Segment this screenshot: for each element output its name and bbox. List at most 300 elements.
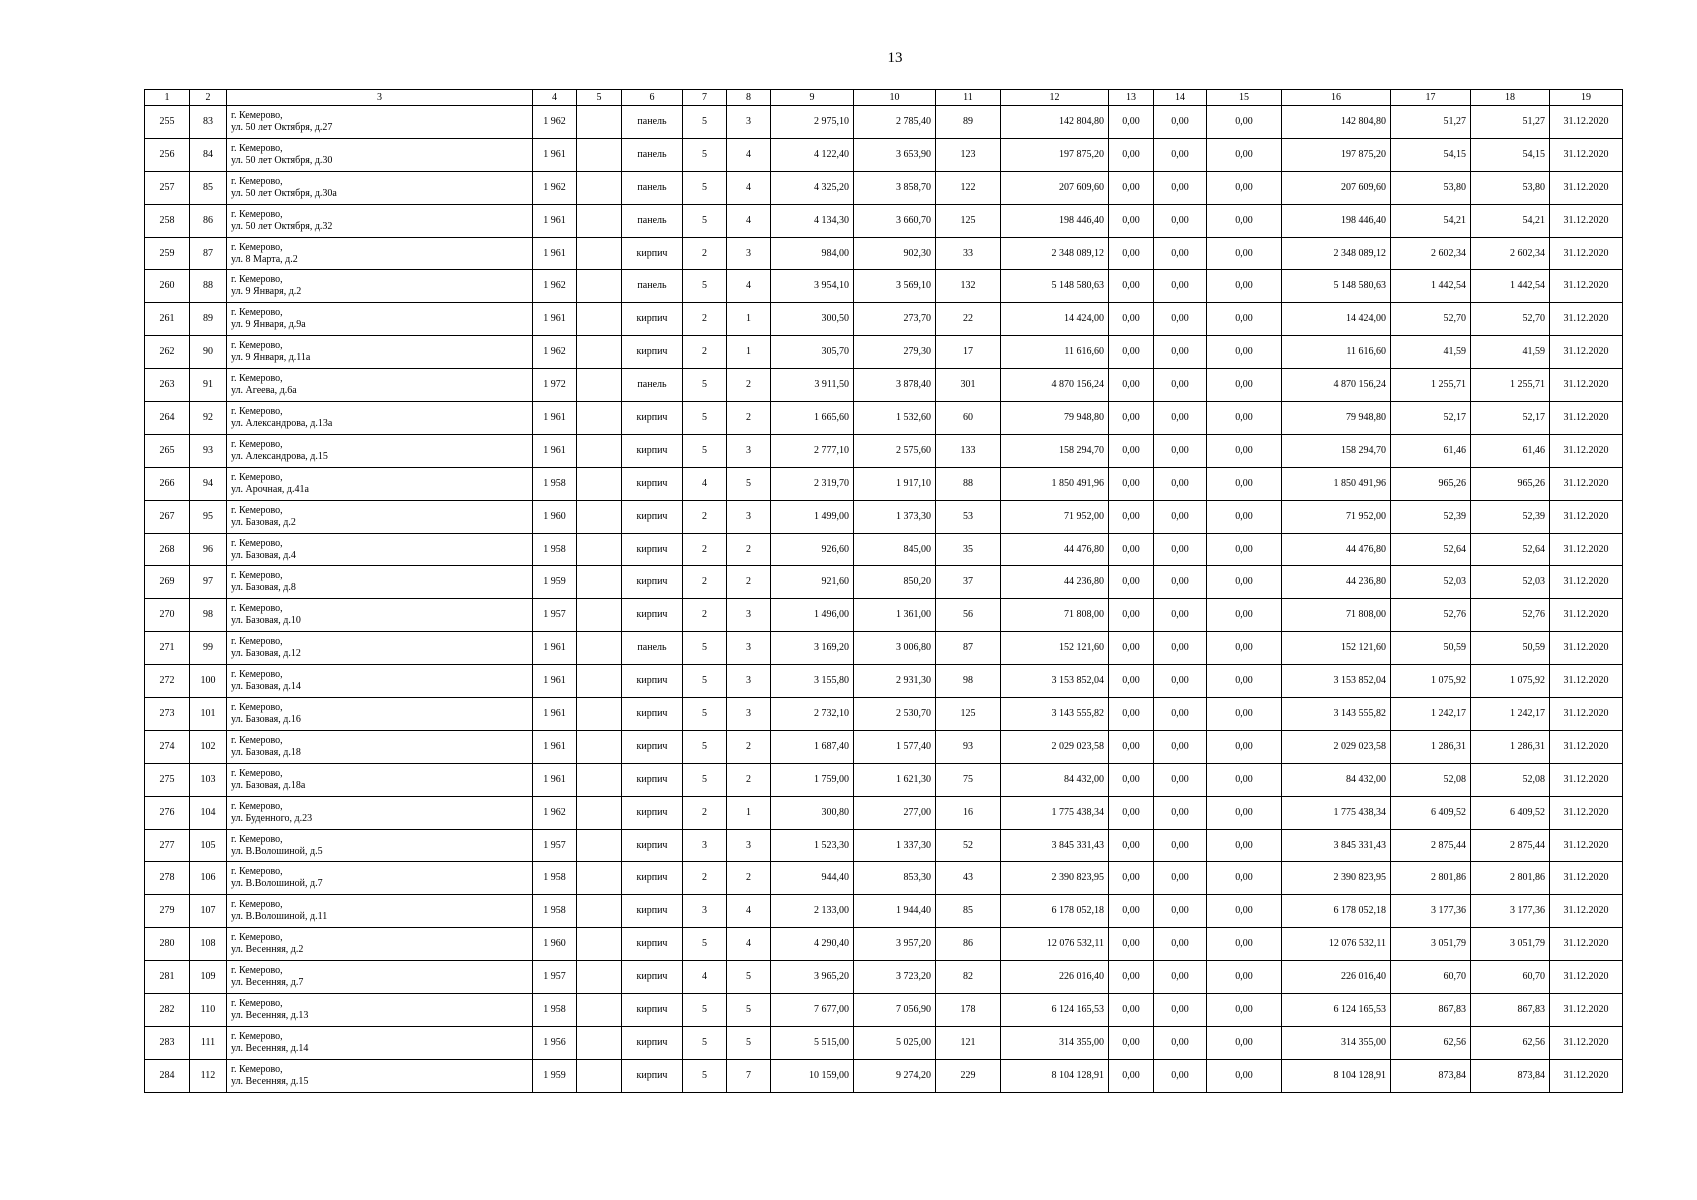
table-cell: 0,00 [1207, 599, 1282, 632]
table-cell: 1 961 [533, 632, 577, 665]
table-cell: 3 [727, 665, 771, 698]
table-header [145, 90, 1623, 106]
table-cell: 52,64 [1391, 533, 1471, 566]
table-cell: 0,00 [1207, 829, 1282, 862]
address-street: ул. Базовая, д.4 [231, 549, 296, 561]
table-cell: 3 [683, 829, 727, 862]
table-cell: 0,00 [1207, 961, 1282, 994]
table-cell: 31.12.2020 [1550, 796, 1623, 829]
table-cell: 873,84 [1471, 1059, 1550, 1092]
table-cell: 158 294,70 [1282, 434, 1391, 467]
address-cell [227, 467, 533, 500]
table-body [145, 106, 1623, 1093]
table-cell: 61,46 [1391, 434, 1471, 467]
table-cell: 1 956 [533, 1026, 577, 1059]
table-cell: 123 [936, 138, 1001, 171]
table-cell: 0,00 [1154, 730, 1207, 763]
table-cell: 0,00 [1207, 204, 1282, 237]
table-cell: 0,00 [1154, 862, 1207, 895]
table-cell: кирпич [622, 303, 683, 336]
table-cell: 1 [727, 336, 771, 369]
table-cell: 4 134,30 [771, 204, 854, 237]
address-city: г. Кемерово, [231, 340, 283, 352]
table-cell: 2 875,44 [1391, 829, 1471, 862]
table-cell: 89 [936, 106, 1001, 139]
table-cell: 1 962 [533, 270, 577, 303]
table-cell: 258 [145, 204, 190, 237]
table-cell: 0,00 [1109, 698, 1154, 731]
table-cell: 1 961 [533, 237, 577, 270]
table-cell: 84 432,00 [1282, 763, 1391, 796]
table-cell: 2 [727, 862, 771, 895]
table-cell: 267 [145, 500, 190, 533]
table-cell: 0,00 [1207, 928, 1282, 961]
table-cell: 0,00 [1109, 665, 1154, 698]
table-cell: 31.12.2020 [1550, 138, 1623, 171]
table-cell: 0,00 [1207, 1059, 1282, 1092]
table-cell [577, 763, 622, 796]
table-cell: 3 [727, 829, 771, 862]
table-cell: 6 409,52 [1391, 796, 1471, 829]
address-street: ул. В.Волошиной, д.11 [231, 911, 328, 923]
address-city: г. Кемерово, [231, 405, 283, 417]
address-cell [227, 961, 533, 994]
table-cell: 3 660,70 [854, 204, 936, 237]
table-row [145, 467, 1623, 500]
table-cell: 5 [683, 270, 727, 303]
table-cell: 260 [145, 270, 190, 303]
table-cell: 50,59 [1391, 632, 1471, 665]
column-header-17: 17 [1391, 90, 1471, 106]
table-cell: 0,00 [1154, 665, 1207, 698]
table-cell: 1 959 [533, 566, 577, 599]
table-cell: 1 532,60 [854, 402, 936, 435]
table-cell: панель [622, 106, 683, 139]
table-cell: 50,59 [1471, 632, 1550, 665]
address-city: г. Кемерово, [231, 208, 283, 220]
table-cell: 105 [190, 829, 227, 862]
address-city: г. Кемерово, [231, 997, 283, 1009]
table-cell: 1 075,92 [1391, 665, 1471, 698]
table-row [145, 402, 1623, 435]
table-cell: 262 [145, 336, 190, 369]
table-cell: кирпич [622, 599, 683, 632]
table-cell [577, 862, 622, 895]
table-cell: 1 961 [533, 763, 577, 796]
table-cell: 1 242,17 [1391, 698, 1471, 731]
table-cell: 0,00 [1109, 599, 1154, 632]
address-street: ул. Буденного, д.23 [231, 812, 313, 824]
table-cell: 0,00 [1154, 434, 1207, 467]
table-cell: 41,59 [1471, 336, 1550, 369]
table-cell: 3 153 852,04 [1282, 665, 1391, 698]
address-city: г. Кемерово, [231, 373, 283, 385]
address-cell [227, 1059, 533, 1092]
address-cell [227, 599, 533, 632]
table-cell: 282 [145, 994, 190, 1027]
table-cell: 31.12.2020 [1550, 467, 1623, 500]
table-cell: 44 236,80 [1282, 566, 1391, 599]
address-city: г. Кемерово, [231, 142, 283, 154]
table-cell: 263 [145, 369, 190, 402]
table-cell: 0,00 [1109, 994, 1154, 1027]
table-cell: 2 348 089,12 [1001, 237, 1109, 270]
table-cell: 845,00 [854, 533, 936, 566]
table-row [145, 994, 1623, 1027]
address-cell [227, 566, 533, 599]
address-city: г. Кемерово, [231, 833, 283, 845]
table-cell: 4 [727, 928, 771, 961]
table-cell: 2 390 823,95 [1001, 862, 1109, 895]
table-cell: 1 286,31 [1471, 730, 1550, 763]
table-cell [577, 928, 622, 961]
table-row [145, 500, 1623, 533]
column-header-16: 16 [1282, 90, 1391, 106]
table-cell: 52,76 [1471, 599, 1550, 632]
table-cell: 5 [727, 467, 771, 500]
table-cell: 269 [145, 566, 190, 599]
table-row [145, 336, 1623, 369]
table-cell: 0,00 [1154, 961, 1207, 994]
table-cell: 14 424,00 [1001, 303, 1109, 336]
table-cell: 2 801,86 [1391, 862, 1471, 895]
table-cell: 270 [145, 599, 190, 632]
column-header-18: 18 [1471, 90, 1550, 106]
table-cell: 1 [727, 303, 771, 336]
column-header-6: 6 [622, 90, 683, 106]
table-cell: 0,00 [1154, 796, 1207, 829]
address-city: г. Кемерово, [231, 800, 283, 812]
column-header-5: 5 [577, 90, 622, 106]
table-cell: 0,00 [1207, 796, 1282, 829]
table-cell: 92 [190, 402, 227, 435]
table-row [145, 106, 1623, 139]
table-cell: 4 870 156,24 [1282, 369, 1391, 402]
table-cell: 104 [190, 796, 227, 829]
table-cell: 1 957 [533, 599, 577, 632]
table-cell: 91 [190, 369, 227, 402]
table-cell: 1 496,00 [771, 599, 854, 632]
address-city: г. Кемерово, [231, 1063, 283, 1075]
table-cell: 31.12.2020 [1550, 862, 1623, 895]
housing-registry-table [144, 89, 1623, 1093]
table-cell: 229 [936, 1059, 1001, 1092]
table-cell: 84 [190, 138, 227, 171]
header-row [145, 90, 1623, 106]
table-cell: 31.12.2020 [1550, 665, 1623, 698]
table-cell: 71 808,00 [1282, 599, 1391, 632]
table-row [145, 698, 1623, 731]
table-cell: 52,08 [1471, 763, 1550, 796]
table-cell: 2 [683, 599, 727, 632]
table-cell: 94 [190, 467, 227, 500]
table-row [145, 665, 1623, 698]
table-cell: 2 [683, 500, 727, 533]
table-cell: 3 [683, 895, 727, 928]
table-cell: 1 255,71 [1471, 369, 1550, 402]
table-cell: 0,00 [1207, 566, 1282, 599]
table-cell: 125 [936, 698, 1001, 731]
table-cell: 5 [683, 138, 727, 171]
address-street: ул. Весенняя, д.13 [231, 1009, 309, 1021]
table-cell: 3 155,80 [771, 665, 854, 698]
table-cell: 301 [936, 369, 1001, 402]
table-cell: 226 016,40 [1001, 961, 1109, 994]
table-cell: 0,00 [1154, 928, 1207, 961]
table-cell: 106 [190, 862, 227, 895]
table-cell: 44 476,80 [1282, 533, 1391, 566]
table-cell: 0,00 [1109, 895, 1154, 928]
table-cell: 314 355,00 [1282, 1026, 1391, 1059]
table-cell: панель [622, 138, 683, 171]
table-cell: 11 616,60 [1001, 336, 1109, 369]
table-cell: 10 159,00 [771, 1059, 854, 1092]
table-cell: 84 432,00 [1001, 763, 1109, 796]
table-cell: 277 [145, 829, 190, 862]
table-cell: 158 294,70 [1001, 434, 1109, 467]
column-header-11: 11 [936, 90, 1001, 106]
table-cell [577, 994, 622, 1027]
table-cell: 152 121,60 [1001, 632, 1109, 665]
table-cell: 31.12.2020 [1550, 533, 1623, 566]
table-cell: 9 274,20 [854, 1059, 936, 1092]
table-cell: 0,00 [1154, 533, 1207, 566]
table-cell: 1 944,40 [854, 895, 936, 928]
table-cell: 965,26 [1391, 467, 1471, 500]
table-cell: 853,30 [854, 862, 936, 895]
address-street: ул. Базовая, д.18а [231, 779, 306, 791]
table-cell: 0,00 [1207, 402, 1282, 435]
table-cell: 314 355,00 [1001, 1026, 1109, 1059]
table-row [145, 303, 1623, 336]
table-cell: 8 104 128,91 [1282, 1059, 1391, 1092]
table-cell: 3 169,20 [771, 632, 854, 665]
table-cell: кирпич [622, 500, 683, 533]
table-cell: 256 [145, 138, 190, 171]
table-cell: 52,08 [1391, 763, 1471, 796]
table-cell: 31.12.2020 [1550, 895, 1623, 928]
address-city: г. Кемерово, [231, 274, 283, 286]
table-cell: 0,00 [1207, 171, 1282, 204]
table-cell: кирпич [622, 961, 683, 994]
table-cell: кирпич [622, 566, 683, 599]
table-cell: 53,80 [1391, 171, 1471, 204]
table-cell: 60 [936, 402, 1001, 435]
table-cell: 107 [190, 895, 227, 928]
address-city: г. Кемерово, [231, 603, 283, 615]
table-cell: 86 [190, 204, 227, 237]
table-cell: 1 242,17 [1471, 698, 1550, 731]
table-cell: 54,21 [1391, 204, 1471, 237]
table-cell [577, 829, 622, 862]
table-cell: 112 [190, 1059, 227, 1092]
table-cell: 31.12.2020 [1550, 928, 1623, 961]
table-cell: 5 [727, 994, 771, 1027]
table-cell: 2 [727, 533, 771, 566]
table-cell: 207 609,60 [1001, 171, 1109, 204]
address-city: г. Кемерово, [231, 636, 283, 648]
table-cell: 31.12.2020 [1550, 566, 1623, 599]
address-city: г. Кемерово, [231, 734, 283, 746]
table-row [145, 829, 1623, 862]
column-header-15: 15 [1207, 90, 1282, 106]
table-cell: 0,00 [1154, 566, 1207, 599]
table-cell: 275 [145, 763, 190, 796]
table-cell: 12 076 532,11 [1001, 928, 1109, 961]
table-cell: 31.12.2020 [1550, 106, 1623, 139]
table-cell: 0,00 [1154, 698, 1207, 731]
table-cell [577, 369, 622, 402]
table-cell: 2 [727, 566, 771, 599]
table-cell: 0,00 [1154, 336, 1207, 369]
table-cell: 61,46 [1471, 434, 1550, 467]
column-header-9: 9 [771, 90, 854, 106]
table-cell: 0,00 [1154, 402, 1207, 435]
table-cell: 1 850 491,96 [1001, 467, 1109, 500]
table-cell: 0,00 [1109, 204, 1154, 237]
table-cell: 31.12.2020 [1550, 434, 1623, 467]
table-cell: 11 616,60 [1282, 336, 1391, 369]
table-cell: 3 143 555,82 [1282, 698, 1391, 731]
table-cell: 944,40 [771, 862, 854, 895]
table-cell [577, 237, 622, 270]
table-cell: 4 [727, 270, 771, 303]
table-cell: 7 [727, 1059, 771, 1092]
table-cell: 1 957 [533, 829, 577, 862]
table-cell: 31.12.2020 [1550, 270, 1623, 303]
table-row [145, 599, 1623, 632]
table-cell: 1 962 [533, 171, 577, 204]
table-cell: 0,00 [1109, 796, 1154, 829]
table-cell: 5 [683, 106, 727, 139]
table-row [145, 237, 1623, 270]
table-cell: 5 [683, 763, 727, 796]
table-cell: 0,00 [1109, 434, 1154, 467]
table-cell: 44 236,80 [1001, 566, 1109, 599]
table-cell: 31.12.2020 [1550, 237, 1623, 270]
table-cell: 5 [683, 1026, 727, 1059]
table-cell: 0,00 [1207, 1026, 1282, 1059]
table-cell: 0,00 [1154, 994, 1207, 1027]
table-cell: 1 775 438,34 [1001, 796, 1109, 829]
table-cell: 3 [727, 434, 771, 467]
table-cell: 2 785,40 [854, 106, 936, 139]
table-cell: 0,00 [1154, 237, 1207, 270]
table-cell: 5 148 580,63 [1001, 270, 1109, 303]
table-cell: 1 961 [533, 730, 577, 763]
address-street: ул. Базовая, д.16 [231, 713, 301, 725]
table-cell: 0,00 [1109, 138, 1154, 171]
address-street: ул. 9 Января, д.11а [231, 352, 311, 364]
table-cell: 3 878,40 [854, 369, 936, 402]
table-cell: 52 [936, 829, 1001, 862]
table-cell: 83 [190, 106, 227, 139]
address-street: ул. 50 лет Октября, д.32 [231, 220, 333, 232]
table-cell: 60,70 [1391, 961, 1471, 994]
table-cell: 0,00 [1207, 369, 1282, 402]
table-cell: 0,00 [1154, 303, 1207, 336]
table-cell: 4 [727, 895, 771, 928]
table-cell: 62,56 [1391, 1026, 1471, 1059]
table-cell [577, 336, 622, 369]
table-cell: 31.12.2020 [1550, 303, 1623, 336]
table-cell: 52,70 [1391, 303, 1471, 336]
address-street: ул. Весенняя, д.14 [231, 1042, 309, 1054]
table-cell: 54,15 [1471, 138, 1550, 171]
table-cell: 103 [190, 763, 227, 796]
table-row [145, 730, 1623, 763]
table-cell: 5 [683, 402, 727, 435]
table-cell [577, 402, 622, 435]
table-cell: 0,00 [1154, 270, 1207, 303]
table-cell: 99 [190, 632, 227, 665]
table-cell: 1 957 [533, 961, 577, 994]
table-cell: 984,00 [771, 237, 854, 270]
table-cell: 52,17 [1391, 402, 1471, 435]
table-cell: 31.12.2020 [1550, 994, 1623, 1027]
table-cell: кирпич [622, 533, 683, 566]
table-cell: 0,00 [1109, 961, 1154, 994]
table-cell: 100 [190, 665, 227, 698]
address-cell [227, 434, 533, 467]
address-cell [227, 632, 533, 665]
table-cell: 0,00 [1109, 862, 1154, 895]
table-cell: 1 442,54 [1471, 270, 1550, 303]
address-street: ул. Базовая, д.8 [231, 582, 296, 594]
table-cell: 5 [727, 1026, 771, 1059]
column-header-13: 13 [1109, 90, 1154, 106]
table-cell: 31.12.2020 [1550, 599, 1623, 632]
table-cell: 226 016,40 [1282, 961, 1391, 994]
table-cell: 62,56 [1471, 1026, 1550, 1059]
address-cell [227, 138, 533, 171]
table-cell: 300,80 [771, 796, 854, 829]
address-cell [227, 500, 533, 533]
table-cell [577, 1026, 622, 1059]
table-cell: 75 [936, 763, 1001, 796]
table-cell: 867,83 [1471, 994, 1550, 1027]
table-row [145, 369, 1623, 402]
address-cell [227, 402, 533, 435]
table-cell: 272 [145, 665, 190, 698]
table-cell: 0,00 [1207, 665, 1282, 698]
table-cell: 0,00 [1207, 533, 1282, 566]
table-cell [577, 500, 622, 533]
table-cell: 31.12.2020 [1550, 204, 1623, 237]
table-cell: кирпич [622, 665, 683, 698]
table-cell: 86 [936, 928, 1001, 961]
table-cell: 54,21 [1471, 204, 1550, 237]
table-cell: 31.12.2020 [1550, 763, 1623, 796]
table-cell: 7 056,90 [854, 994, 936, 1027]
address-street: ул. 50 лет Октября, д.27 [231, 121, 333, 133]
table-cell: 207 609,60 [1282, 171, 1391, 204]
table-cell: 4 [683, 961, 727, 994]
table-cell: 1 759,00 [771, 763, 854, 796]
table-cell: 41,59 [1391, 336, 1471, 369]
address-city: г. Кемерово, [231, 899, 283, 911]
table-cell: 2 602,34 [1391, 237, 1471, 270]
table-row [145, 434, 1623, 467]
address-city: г. Кемерово, [231, 669, 283, 681]
table-cell: 4 870 156,24 [1001, 369, 1109, 402]
address-cell [227, 928, 533, 961]
table-cell [577, 1059, 622, 1092]
table-cell [577, 434, 622, 467]
table-cell: 0,00 [1207, 138, 1282, 171]
table-cell: 43 [936, 862, 1001, 895]
table-cell: 3 723,20 [854, 961, 936, 994]
